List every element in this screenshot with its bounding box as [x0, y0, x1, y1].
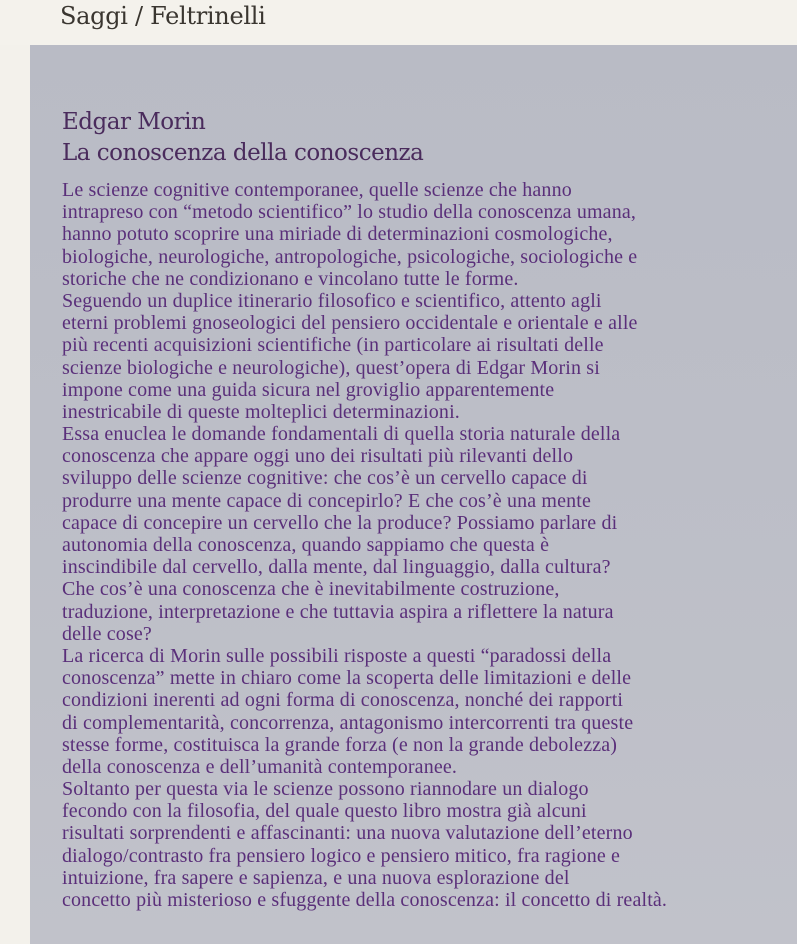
blurb-line: inestricabile di queste molteplici determinazioni. [62, 400, 460, 423]
blurb-text [62, 179, 782, 911]
blurb-line: Le scienze cognitive contemporanee, quelle scienze che hanno [62, 179, 572, 201]
blurb-line: hanno potuto scoprire una miriade di determinazioni cosmologiche, [62, 223, 613, 246]
blurb-line: fecondo con la filosofia, del quale questo libro mostra già alcuni [62, 800, 587, 823]
blurb-line: autonomia della conoscenza, quando sappiamo che questa è [62, 534, 550, 556]
blurb-line: sviluppo delle scienze cognitive: che cos’è un cervello capace di [62, 467, 588, 490]
blurb-line: più recenti acquisizioni scientifiche (in particolare ai risultati delle [62, 334, 604, 357]
blurb-line: impone come una guida sicura nel groviglio apparentemente [62, 378, 555, 401]
book-title: La conoscenza della conoscenza [62, 140, 424, 166]
blurb-line: scienze biologiche e neurologiche), quest’opera di Edgar Morin si [62, 356, 600, 379]
blurb-line: Essa enuclea le domande fondamentali di quella storia naturale della [62, 423, 621, 446]
blurb-line: inscindibile dal cervello, dalla mente, dal linguaggio, dalla cultura? [62, 556, 611, 579]
blurb-line: Seguendo un duplice itinerario filosofico e scientifico, attento agli [62, 289, 602, 312]
cover-panel [30, 45, 797, 944]
blurb-line: stesse forme, costituisca la grande forza (e non la grande debolezza) [62, 733, 618, 756]
blurb-line: biologiche, neurologiche, antropologiche, psicologiche, sociologiche e [62, 245, 638, 268]
blurb-line: La ricerca di Morin sulle possibili risposte a questi “paradossi della [62, 644, 612, 667]
blurb-line: risultati sorprendenti e affascinanti: una nuova valutazione dell’eterno [62, 822, 633, 845]
blurb-line: intrapreso con “metodo scientifico” lo studio della conoscenza umana, [62, 201, 637, 224]
blurb-line: delle cose? [62, 622, 152, 645]
blurb-line: di complementarità, concorrenza, antagonismo intercorrenti tra queste [62, 711, 634, 734]
series-label: Saggi / Feltrinelli [60, 2, 266, 30]
blurb-line: concetto più misterioso e sfuggente della conoscenza: il concetto di realtà. [62, 889, 668, 911]
blurb-line: intuizione, fra sapere e sapienza, e una nuova esplorazione del [62, 866, 570, 889]
blurb-line: produrre una mente capace di concepirlo? E che cos’è una mente [62, 489, 592, 512]
blurb-line: condizioni inerenti ad ogni forma di conoscenza, nonché dei rapporti [62, 689, 624, 712]
blurb-line: conoscenza” mette in chiaro come la scoperta delle limitazioni e delle [62, 667, 632, 690]
series-header [0, 0, 797, 45]
blurb-line: traduzione, interpretazione e che tuttavia aspira a riflettere la natura [62, 600, 614, 623]
blurb-line: conoscenza che appare oggi uno dei risultati più rilevanti dello [62, 445, 574, 468]
blurb-line: dialogo/contrasto fra pensiero logico e pensiero mitico, fra ragione e [62, 844, 621, 867]
book-header [62, 107, 423, 169]
author-name: Edgar Morin [62, 109, 206, 135]
blurb-line: Che cos’è una conoscenza che è inevitabilmente costruzione, [62, 578, 560, 601]
blurb-line: capace di concepire un cervello che la produce? Possiamo parlare di [62, 511, 618, 534]
blurb-line: storiche che ne condizionano e vincolano tutte le forme. [62, 267, 519, 290]
blurb-line: eterni problemi gnoseologici del pensiero occidentale e orientale e alle [62, 312, 638, 335]
blurb-line: Soltanto per questa via le scienze possono riannodare un dialogo [62, 778, 589, 801]
blurb-line: della conoscenza e dell’umanità contemporanee. [62, 755, 458, 778]
